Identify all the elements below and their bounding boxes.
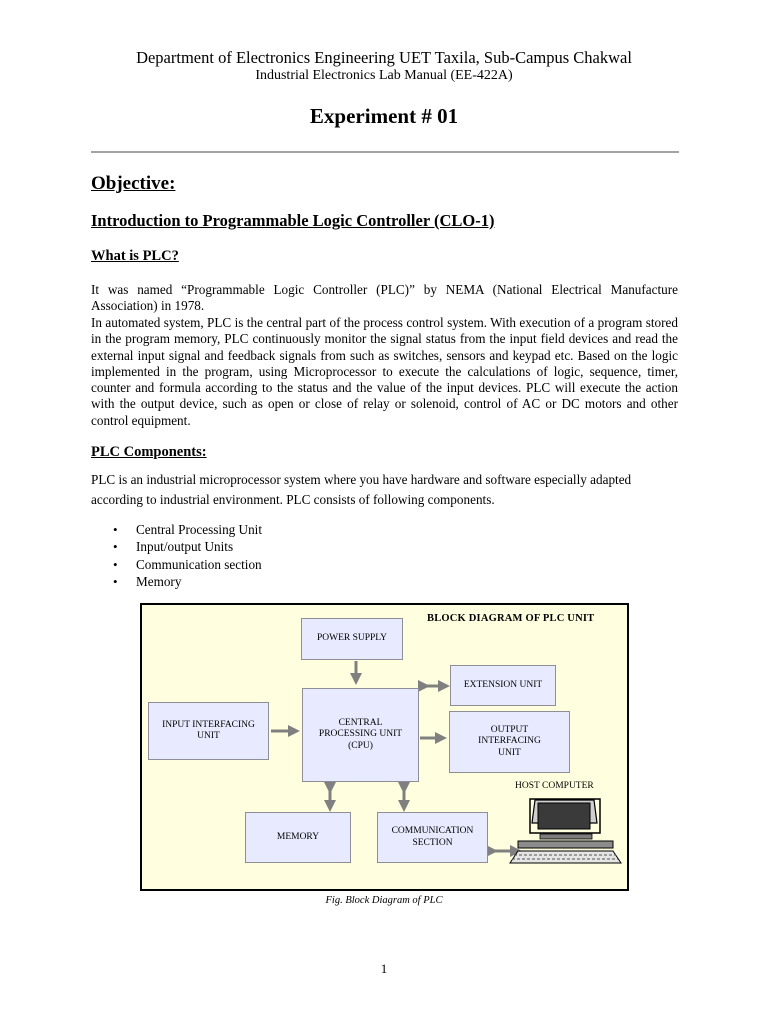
- what-paragraph-1: It was named “Programmable Logic Controller (PLC)” by NEMA (National Electrical Manufacture Association) in 1978.: [91, 282, 678, 314]
- communication-section-block: COMMUNICATION SECTION: [377, 812, 488, 863]
- list-item-label: Central Processing Unit: [136, 522, 262, 537]
- what-paragraph-2: In automated system, PLC is the central part of the process control system. With execution of a program stored in the program memory, PLC continuously monitor the signal status from the input field devices and read the external input signal and feedback signals from such as switches, sensors and keypad etc. Based on the logic implemented in the program, using Microprocessor to execute the calculations of logic, sequence, timer, counter and formula according to the status and the value of the input devices. PLC will execute the action with the output device, such as open or close of relay or solenoid, control of AC or DC motors and other control equipment.: [91, 315, 678, 428]
- bullet-icon: •: [113, 556, 118, 572]
- memory-block: MEMORY: [245, 812, 351, 863]
- experiment-title: Experiment # 01: [309, 104, 459, 128]
- list-item-label: Memory: [136, 573, 182, 589]
- plc-components-heading: PLC Components:: [91, 444, 207, 460]
- bullet-icon: •: [113, 522, 118, 537]
- computer-icon: [510, 799, 621, 863]
- what-is-plc-heading: What is PLC?: [91, 248, 179, 264]
- lab-manual-header: Industrial Electronics Lab Manual (EE-422A): [255, 68, 513, 83]
- list-item-label: Input/output Units: [136, 539, 234, 555]
- output-interfacing-unit-block: OUTPUT INTERFACING UNIT: [449, 711, 570, 773]
- power-supply-block: POWER SUPPLY: [301, 618, 403, 660]
- list-item: [0, 521, 262, 538]
- objective-heading: Objective:: [91, 173, 176, 194]
- plc-block-diagram: [140, 603, 629, 891]
- components-list: [0, 521, 262, 590]
- cpu-block: CENTRAL PROCESSING UNIT (CPU): [302, 688, 419, 782]
- components-paragraph: PLC is an industrial microprocessor system where you have hardware and software especially adapted according to industrial environment. PLC consists of following components.: [91, 472, 632, 507]
- list-item: [0, 573, 262, 590]
- input-interfacing-unit-block: INPUT INTERFACING UNIT: [148, 702, 269, 760]
- list-item-label: Communication section: [136, 556, 262, 572]
- bullet-icon: •: [113, 539, 118, 555]
- host-computer-label: HOST COMPUTER: [515, 781, 594, 791]
- title-divider: [91, 151, 679, 153]
- diagram-title: BLOCK DIAGRAM OF PLC UNIT: [427, 613, 595, 624]
- department-header: Department of Electronics Engineering UET Taxila, Sub-Campus Chakwal: [136, 48, 632, 67]
- list-item: [0, 556, 262, 573]
- extension-unit-block: EXTENSION UNIT: [450, 665, 556, 706]
- list-item: [0, 538, 262, 555]
- bullet-icon: •: [113, 573, 118, 589]
- intro-heading: Introduction to Programmable Logic Controller (CLO-1): [91, 211, 495, 230]
- page-number: 1: [380, 961, 388, 976]
- figure-caption: Fig. Block Diagram of PLC: [325, 895, 443, 906]
